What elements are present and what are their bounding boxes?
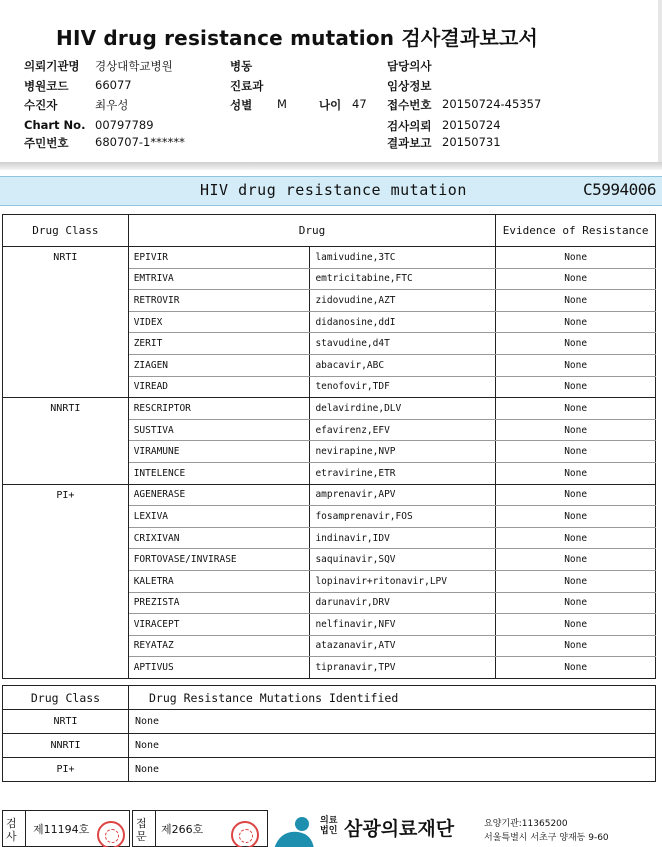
drug-resistance-table xyxy=(2,214,656,679)
table-row xyxy=(3,398,656,420)
brand-name-cell: REYATAZ xyxy=(128,635,310,657)
seal-stamp-icon xyxy=(231,821,259,847)
evidence-cell: None xyxy=(496,527,656,549)
table-header-row xyxy=(3,215,656,247)
mutations-cell: None xyxy=(129,734,656,758)
generic-name-cell: indinavir,IDV xyxy=(310,527,496,549)
table-header-row xyxy=(3,686,656,710)
drug-class-cell: NNRTI xyxy=(3,734,129,758)
generic-name-cell: tipranavir,TPV xyxy=(310,657,496,679)
page-divider xyxy=(0,162,662,170)
evidence-cell: None xyxy=(496,635,656,657)
evidence-cell: None xyxy=(496,354,656,376)
header-mutations: Drug Resistance Mutations Identified xyxy=(129,686,656,710)
brand-name-cell: ZERIT xyxy=(128,333,310,355)
evidence-cell: None xyxy=(496,484,656,506)
brand-name-cell: LEXIVA xyxy=(128,506,310,528)
header-evidence: Evidence of Resistance xyxy=(496,215,656,247)
generic-name-cell: etravirine,ETR xyxy=(310,462,496,484)
license-number-2: 제266호 xyxy=(161,823,204,836)
generic-name-cell: nevirapine,NVP xyxy=(310,441,496,463)
generic-name-cell: tenofovir,TDF xyxy=(310,376,496,398)
generic-name-cell: lamivudine,3TC xyxy=(310,247,496,269)
brand-name-cell: AGENERASE xyxy=(128,484,310,506)
test-code: C5994006 xyxy=(582,180,656,199)
evidence-cell: None xyxy=(496,441,656,463)
generic-name-cell: delavirdine,DLV xyxy=(310,398,496,420)
generic-name-cell: abacavir,ABC xyxy=(310,354,496,376)
evidence-cell: None xyxy=(496,657,656,679)
org-logo-icon xyxy=(272,816,316,847)
report-title: HIV drug resistance mutation 검사결과보고서 xyxy=(56,26,539,50)
generic-name-cell: lopinavir+ritonavir,LPV xyxy=(310,570,496,592)
evidence-cell: None xyxy=(496,290,656,312)
mutations-table xyxy=(2,685,656,782)
evidence-cell: None xyxy=(496,247,656,269)
brand-name-cell: EPIVIR xyxy=(128,247,310,269)
generic-name-cell: nelfinavir,NFV xyxy=(310,614,496,636)
footer-strip xyxy=(0,810,662,847)
generic-name-cell: fosamprenavir,FOS xyxy=(310,506,496,528)
brand-name-cell: PREZISTA xyxy=(128,592,310,614)
generic-name-cell: didanosine,ddI xyxy=(310,311,496,333)
drug-class-cell: PI+ xyxy=(3,484,129,678)
license-label-1: 검사 xyxy=(6,817,17,843)
evidence-cell: None xyxy=(496,419,656,441)
brand-name-cell: RETROVIR xyxy=(128,290,310,312)
generic-name-cell: zidovudine,AZT xyxy=(310,290,496,312)
brand-name-cell: VIRACEPT xyxy=(128,614,310,636)
brand-name-cell: VIRAMUNE xyxy=(128,441,310,463)
generic-name-cell: efavirenz,EFV xyxy=(310,419,496,441)
license-label-2: 접문 xyxy=(136,817,147,843)
license-box-1 xyxy=(2,810,130,847)
generic-name-cell: atazanavir,ATV xyxy=(310,635,496,657)
header-drug-class: Drug Class xyxy=(3,215,129,247)
license-number-1: 제11194호 xyxy=(33,823,90,836)
table-row xyxy=(3,710,656,734)
generic-name-cell: emtricitabine,FTC xyxy=(310,268,496,290)
brand-name-cell: FORTOVASE/INVIRASE xyxy=(128,549,310,571)
header-drug: Drug xyxy=(128,215,496,247)
brand-name-cell: KALETRA xyxy=(128,570,310,592)
brand-name-cell: INTELENCE xyxy=(128,462,310,484)
evidence-cell: None xyxy=(496,614,656,636)
seal-stamp-icon xyxy=(97,821,125,847)
brand-name-cell: SUSTIVA xyxy=(128,419,310,441)
evidence-cell: None xyxy=(496,333,656,355)
evidence-cell: None xyxy=(496,549,656,571)
mutations-cell: None xyxy=(129,758,656,782)
evidence-cell: None xyxy=(496,311,656,333)
brand-name-cell: APTIVUS xyxy=(128,657,310,679)
evidence-cell: None xyxy=(496,398,656,420)
evidence-cell: None xyxy=(496,376,656,398)
evidence-cell: None xyxy=(496,506,656,528)
table-row xyxy=(3,758,656,782)
org-signature xyxy=(272,814,658,847)
drug-class-cell: NRTI xyxy=(3,710,129,734)
brand-name-cell: RESCRIPTOR xyxy=(128,398,310,420)
generic-name-cell: saquinavir,SQV xyxy=(310,549,496,571)
mutations-cell: None xyxy=(129,710,656,734)
section-title: HIV drug resistance mutation xyxy=(200,181,467,199)
page-edge xyxy=(658,0,662,170)
org-code: 요양기관:11365200 xyxy=(484,819,568,829)
license-box-2 xyxy=(132,810,268,847)
generic-name-cell: amprenavir,APV xyxy=(310,484,496,506)
evidence-cell: None xyxy=(496,268,656,290)
evidence-cell: None xyxy=(496,570,656,592)
org-address: 서울특별시 서초구 양재동 9-60 xyxy=(484,833,609,843)
drug-class-cell: PI+ xyxy=(3,758,129,782)
table-row xyxy=(3,484,656,506)
brand-name-cell: EMTRIVA xyxy=(128,268,310,290)
brand-name-cell: VIDEX xyxy=(128,311,310,333)
org-prefix: 의료법인 xyxy=(320,816,338,836)
generic-name-cell: stavudine,d4T xyxy=(310,333,496,355)
generic-name-cell: darunavir,DRV xyxy=(310,592,496,614)
table-row xyxy=(3,734,656,758)
drug-class-cell: NRTI xyxy=(3,247,129,398)
table-row xyxy=(3,247,656,269)
brand-name-cell: CRIXIVAN xyxy=(128,527,310,549)
header-drug-class: Drug Class xyxy=(3,686,129,710)
section-banner xyxy=(0,176,662,206)
brand-name-cell: VIREAD xyxy=(128,376,310,398)
evidence-cell: None xyxy=(496,462,656,484)
brand-name-cell: ZIAGEN xyxy=(128,354,310,376)
evidence-cell: None xyxy=(496,592,656,614)
drug-class-cell: NNRTI xyxy=(3,398,129,484)
org-name: 삼광의료재단 xyxy=(344,818,455,840)
